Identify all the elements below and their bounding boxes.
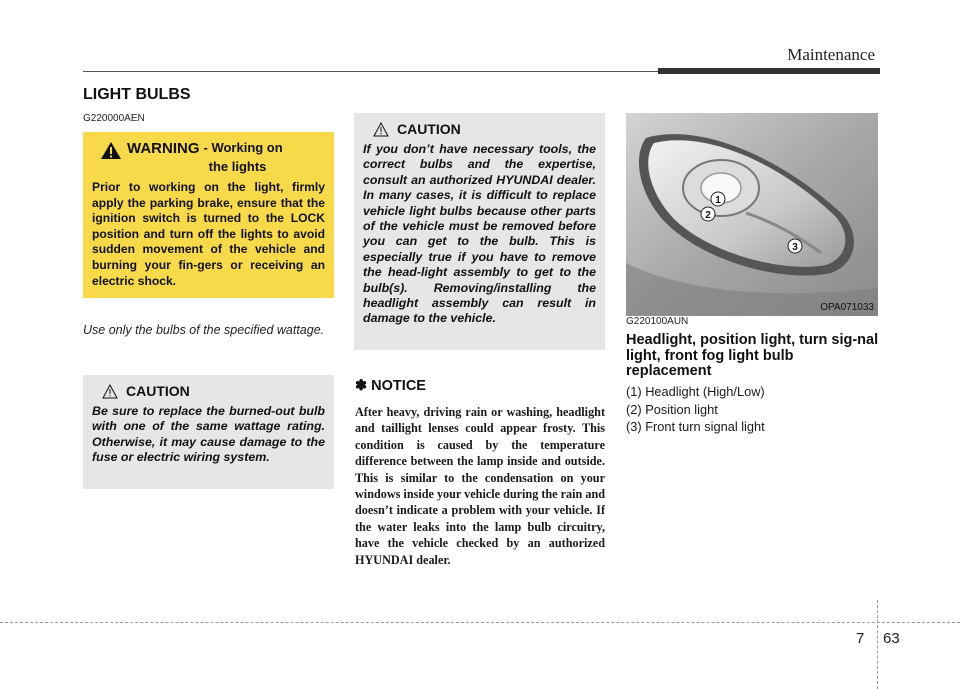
warning-label: WARNING [127,140,200,157]
page-number: 63 [883,630,900,647]
list-item: (2) Position light [626,401,718,417]
header-rule-thin [83,71,658,72]
image-code: OPA071033 [820,302,874,313]
warning-box [83,132,334,298]
caution-label-middle: CAUTION [397,121,461,137]
callout-2: 2 [705,210,711,221]
warning-header [100,140,325,160]
header-rule-thick [658,68,880,74]
list-item: (3) Front turn signal light [626,419,765,434]
subsection-code: G220100AUN [626,316,689,327]
page-header-title: Maintenance [787,45,875,64]
footer-divider [877,600,878,689]
chapter-number: 7 [856,630,865,647]
warning-triangle-icon [100,141,122,160]
warning-subtitle-line2: the lights [208,159,267,174]
wattage-note: Use only the bulbs of the specified wattage. [83,323,325,337]
caution-box-middle [354,113,605,350]
section-code: G220000AEN [83,113,145,124]
caution-triangle-icon [373,122,389,137]
caution-text-left: Be sure to replace the burned-out bulb with one of the same wattage rating. Otherwise, it may cause damage to the fuse or electric wiring system. [92,404,325,465]
section-title: LIGHT BULBS [83,86,191,103]
caution-label-left: CAUTION [126,383,190,399]
callout-3: 3 [792,242,798,253]
caution-header-middle [373,121,596,137]
bulb-list [626,383,765,436]
headlight-photo [626,113,878,316]
warning-subtitle-line1: - Working on [203,140,283,155]
caution-text-middle: If you don’t have necessary tools, the correct bulbs and the expertise, consult an authorized HYUNDAI dealer. In many cases, it is difficult to replace vehicle light bulbs because other parts of the vehicle must be removed before you can get to the bulb. This is especially true if you have to remove the head-light assembly to get to the bulb(s). Removing/installing the headlight assembly can result in damage to the vehicle. [363,142,596,326]
headlight-illustration [626,113,878,316]
notice-heading: ✽ NOTICE [355,378,426,394]
warning-text: Prior to working on the light, firmly apply the parking brake, ensure that the ignition switch is turned to the LOCK position and turn off the lights to avoid sudden movement of the vehicle and burning your fin-gers or receiving an electric shock. [92,180,325,288]
footer-rule [0,622,960,623]
caution-triangle-icon [102,384,118,399]
caution-box-left [83,375,334,489]
list-item: (1) Headlight (High/Low) [626,384,765,399]
callout-1: 1 [715,195,721,206]
caution-header-left [102,383,325,399]
subsection-heading: Headlight, position light, turn sig-nal light, front fog light bulb replacement [626,332,879,379]
notice-text: After heavy, driving rain or washing, headlight and taillight lenses could appear frosty. This condition is caused by the temperature difference between the lamp inside and outside. This is similar to the condensation on your windows inside your vehicle during the rain and doesn’t indicate a problem with your vehicle. If the water leaks into the lamp bulb circuitry, have the vehicle checked by an authorized HYUNDAI dealer. [355,405,606,567]
